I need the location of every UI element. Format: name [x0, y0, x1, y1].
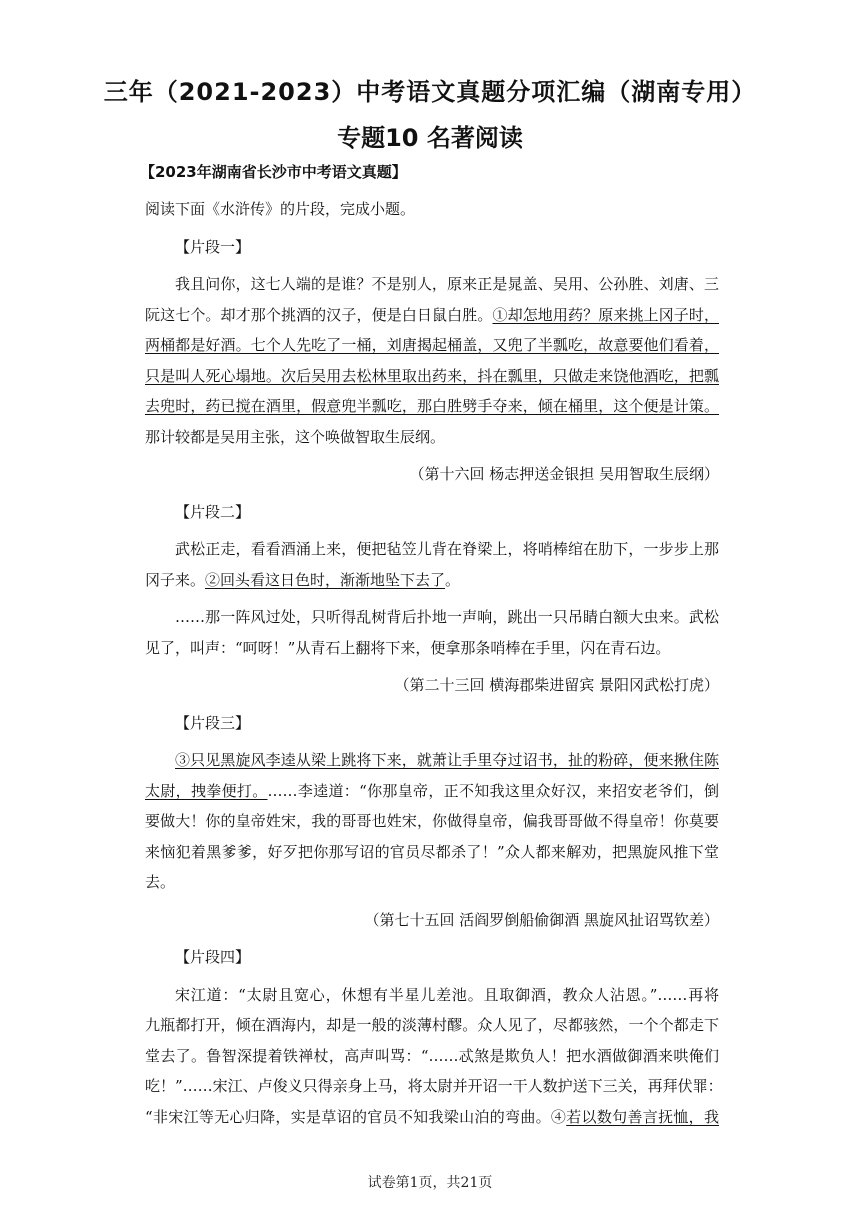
underlined-sentence-2: ②回头看这日色时，渐渐地坠下去了 — [205, 570, 446, 589]
exam-source-heading: 【2023年湖南省长沙市中考语文真题】 — [140, 163, 407, 181]
segment-label: 【片段一】 — [175, 237, 251, 256]
intro-text: 阅读下面《水浒传》的片段，完成小题。 — [145, 200, 416, 218]
paragraph-line: 武松正走，看看酒涌上来，便把毡笠儿背在脊梁上，将哨棒绾在肋下，一步步上那 — [175, 540, 719, 558]
paragraph-line: 我且问你，这七人端的是谁？不是别人，原来正是晁盖、吴用、公孙胜、刘唐、三 — [175, 275, 719, 293]
segment-label: 【片段四】 — [175, 948, 251, 966]
paragraph-line: 见了，叫声：“呵呀！”从青石上翻将下来，便拿那条哨棒在手里，闪在青石边。 — [145, 638, 671, 657]
paragraph-line: 阮这七个。却才那个挑酒的汉子，便是白日鼠白胜。①却怎地用药？原来挑上冈子时， — [145, 305, 719, 324]
topic-subtitle: 专题10 名著阅读 — [337, 124, 523, 152]
paragraph-line: 来恼犯着黑爹爹，好歹把你那写诏的官员尽都杀了！”众人都来解劝，把黑旋风推下堂 — [145, 842, 719, 861]
paragraph-line: ……那一阵风过处，只听得乱树背后扑地一声响，跳出一只吊睛白额大虫来。武松 — [175, 608, 719, 626]
underlined-line: 两桶都是好酒。七个人先吃了一桶，刘唐揭起桶盖，又兜了半瓢吃，故意要他们看着， — [145, 336, 719, 354]
underlined-sentence-3: 太尉，拽拳便打。 — [145, 781, 268, 800]
paragraph-line: 冈子来。②回头看这日色时，渐渐地坠下去了。 — [145, 570, 461, 589]
paragraph-line: 要做大！你的皇帝姓宋，我的哥哥也姓宋，你做得皇帝，偏我哥哥做不得皇帝！你莫要 — [145, 812, 719, 830]
paragraph-line: 那计较都是吴用主张，这个唤做智取生辰纲。 — [145, 427, 446, 446]
underlined-line: 去兜时，药已搅在酒里，假意兜半瓢吃，那白胜劈手夺来，倾在桶里，这个便是计策。 — [145, 397, 719, 415]
chapter-source: （第二十三回 横海郡柴进留宾 景阳冈武松打虎） — [394, 676, 719, 694]
segment-label: 【片段三】 — [175, 713, 251, 732]
paragraph-line: 堂去了。鲁智深提着铁禅杖，高声叫骂：“……忒煞是欺负人！把水酒做御酒来哄俺们 — [145, 1046, 719, 1065]
paragraph-line: 吃！”……宋江、卢俊义只得亲身上马，将太尉并开诏一干人数护送下三关，再拜伏罪： — [145, 1077, 723, 1095]
paragraph-line: 宋江道：“太尉且宽心，休想有半星儿差池。且取御酒，教众人沾恩。”……再将 — [175, 985, 719, 1004]
segment-label: 【片段二】 — [175, 502, 251, 521]
underlined-line: ③只见黑旋风李逵从梁上跳将下来，就萧让手里夺过诏书，扯的粉碎，便来揪住陈 — [175, 751, 719, 769]
paragraph-line: 九瓶都打开，倾在酒海内，却是一般的淡薄村醪。众人见了，尽都骇然，一个个都走下 — [145, 1016, 719, 1034]
paragraph-line: “非宋江等无心归降，实是草诏的官员不知我梁山泊的弯曲。④若以数句善言抚恤，我 — [145, 1107, 719, 1126]
chapter-source: （第十六回 杨志押送金银担 吴用智取生辰纲） — [409, 465, 719, 483]
paragraph-line: 去。 — [145, 873, 176, 891]
underlined-sentence-4: 若以数句善言抚恤，我 — [566, 1107, 719, 1126]
underlined-sentence-1: ①却怎地用药？原来挑上冈子时， — [492, 305, 719, 324]
page-footer: 试卷第1页，共21页 — [367, 1175, 493, 1191]
underlined-line: 只是叫人死心塌地。次后吴用去松林里取出药来，抖在瓢里，只做走来饶他酒吃，把瓢 — [145, 366, 719, 385]
chapter-source: （第七十五回 活阎罗倒船偷御酒 黑旋风扯诏骂钦差） — [364, 910, 719, 929]
paragraph-line: 太尉，拽拳便打。……李逵道：“你那皇帝，正不知我这里众好汉，来招安老爷们，倒 — [145, 781, 719, 800]
reading-passage — [145, 194, 723, 1132]
page-title: 三年（2021-2023）中考语文真题分项汇编（湖南专用） — [103, 78, 757, 106]
